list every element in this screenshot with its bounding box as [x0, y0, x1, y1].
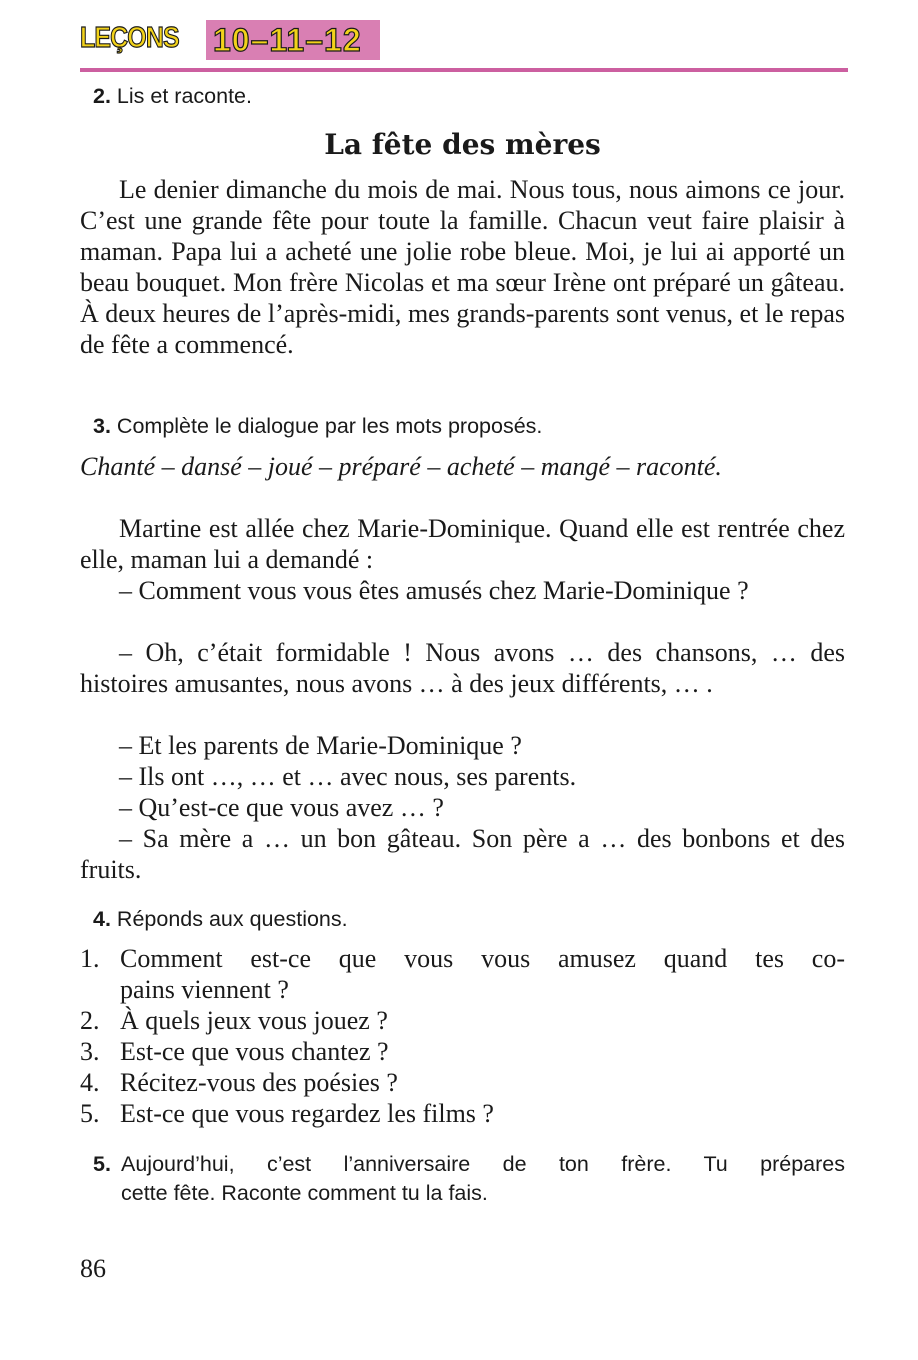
- question-text-continued: pains viennent ?: [120, 975, 289, 1004]
- question-number: 2.: [80, 1006, 100, 1035]
- dialogue-line: – Oh, c’était formidable ! Nous avons … des chansons, … des histoires amusantes, nous avons … à des jeux différents, … .: [80, 638, 845, 698]
- exercise-4-number: 4.: [93, 907, 111, 931]
- exercise-5-text: Aujourd’hui, c’est l’anniversaire de ton frère. Tu prépares: [121, 1152, 845, 1176]
- header-rule: [80, 68, 848, 72]
- question-text: Récitez-vous des poésies ?: [120, 1068, 398, 1097]
- exercise-3-number: 3.: [93, 414, 111, 438]
- question-item: [80, 1098, 845, 1129]
- exercise-2-instruction: [93, 84, 845, 109]
- exercise-4-instruction: [93, 907, 845, 932]
- dialogue-intro: Martine est allée chez Marie-Dominique. Quand elle est rentrée chez elle, maman lui a demandé :: [80, 514, 845, 574]
- question-text: Est-ce que vous regardez les films ?: [120, 1099, 494, 1128]
- exercise-5-text-continued: cette fête. Raconte comment tu la fais.: [121, 1181, 488, 1205]
- exercise-4-text: Réponds aux questions.: [116, 907, 348, 931]
- dialogue-line: – Qu’est-ce que vous avez … ?: [119, 793, 444, 822]
- lesson-numbers: 10–11–12: [213, 22, 362, 58]
- exercise-2-text: Lis et raconte.: [116, 84, 252, 108]
- lesson-header: [80, 20, 850, 64]
- dialogue-line: – Et les parents de Marie-Dominique ?: [119, 731, 522, 760]
- question-item: [80, 1005, 845, 1036]
- exercise-3-instruction: [93, 414, 845, 439]
- word-list: Chanté – dansé – joué – préparé – acheté – mangé – raconté.: [80, 452, 722, 481]
- question-item: [80, 1036, 845, 1067]
- question-text: Est-ce que vous chantez ?: [120, 1037, 389, 1066]
- dialogue-line: – Sa mère a … un bon gâteau. Son père a … des bonbons et des fruits.: [80, 824, 845, 884]
- exercise-2-number: 2.: [93, 84, 111, 108]
- question-number: 4.: [80, 1068, 100, 1097]
- question-item: [80, 943, 845, 1005]
- question-text: À quels jeux vous jouez ?: [120, 1006, 388, 1035]
- question-number: 3.: [80, 1037, 100, 1066]
- text-title: La fête des mères: [324, 128, 601, 161]
- reading-text: Le denier dimanche du mois de mai. Nous tous, nous aimons ce jour. C’est une grande fête pour toute la famille. Chacun veut faire plaisir à maman. Papa lui a acheté une jolie robe bleue. Moi, je lui ai apporté un beau bouquet. Mon frère Nicolas et ma sœur Irène ont préparé un gâteau. À deux heures de l’après-midi, mes grands-parents sont venus, et le repas de fête a commencé.: [80, 175, 845, 359]
- page-number: 86: [80, 1254, 106, 1283]
- exercise-5-instruction: [93, 1152, 845, 1212]
- exercise-3-text: Complète le dialogue par les mots proposés.: [116, 414, 543, 438]
- dialogue-line: – Ils ont …, … et … avec nous, ses parents.: [119, 762, 577, 791]
- question-number: 5.: [80, 1099, 100, 1128]
- dialogue-line: – Comment vous vous êtes amusés chez Marie-Dominique ?: [119, 576, 749, 605]
- question-item: [80, 1067, 845, 1098]
- exercise-5-number: 5.: [93, 1152, 111, 1176]
- lecons-label: LEÇONS: [80, 22, 179, 54]
- question-text: Comment est-ce que vous vous amusez quand tes co-: [120, 944, 845, 973]
- question-number: 1.: [80, 944, 100, 973]
